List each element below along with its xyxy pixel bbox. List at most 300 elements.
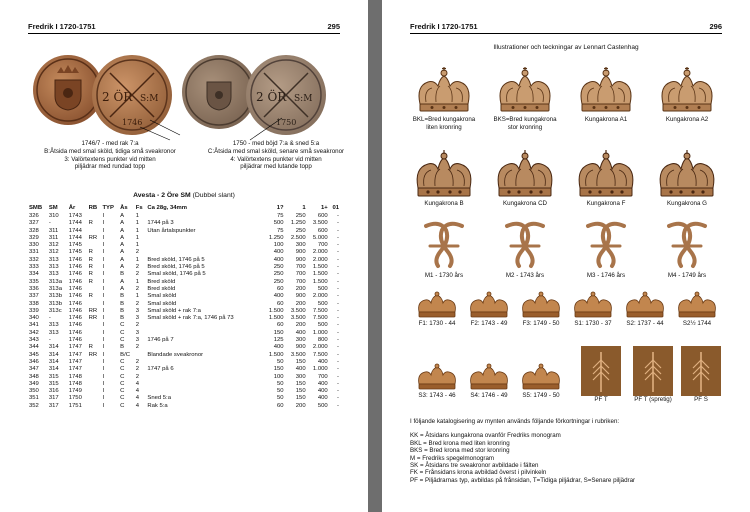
table-cell: I <box>102 337 105 344</box>
table-cell: 250 <box>273 271 284 278</box>
table-cell: R <box>88 293 93 300</box>
crown-a2: Kungakrona A2 <box>647 64 727 124</box>
table-cell: B <box>120 344 125 351</box>
monogram-m1: M1 - 1730 års <box>404 218 484 280</box>
crown-icon <box>415 362 459 392</box>
table-cell: Blandade sveakronor <box>147 351 204 358</box>
table-cell: Rak 5:a <box>147 402 168 409</box>
table-cell: 600 <box>317 213 328 219</box>
small-crown-s1: S1: 1730 - 37 <box>568 290 618 328</box>
monogram-m2: M2 - 1743 års <box>485 218 565 280</box>
table-cell: 900 <box>295 344 306 351</box>
monogram-m3: M3 - 1746 års <box>566 218 646 280</box>
table-cell: I <box>102 366 105 373</box>
table-cell: R <box>88 271 93 278</box>
legend-item: BKL = Bred krona med liten kronring <box>410 439 510 447</box>
table-cell: R <box>88 220 93 227</box>
crown-f: Kungakrona F <box>566 148 646 208</box>
table-cell: Bred sköld, 1746 på 5 <box>147 256 205 263</box>
crown-icon <box>467 290 511 320</box>
arrow-feather-icon <box>633 346 673 396</box>
table-cell: 313 <box>48 322 59 329</box>
table-cell: RR <box>88 351 98 358</box>
table-cell: 313c <box>48 307 62 314</box>
table-cell: 4 <box>135 402 139 409</box>
table-cell: 332 <box>29 256 39 263</box>
table-cell: - <box>337 234 339 241</box>
table-cell: 1.250 <box>268 234 284 241</box>
table-cell: I <box>102 315 105 322</box>
table-cell: A <box>120 285 125 292</box>
table-cell: 352 <box>29 402 39 409</box>
table-cell: 7.500 <box>312 307 328 314</box>
coin-mint-mark: S:M <box>294 94 313 104</box>
crown-icon <box>623 290 667 320</box>
table-cell: 75 <box>277 213 284 219</box>
table-cell: 316 <box>48 388 59 395</box>
table-cell: 1.000 <box>312 329 328 336</box>
table-cell <box>88 322 102 329</box>
table-cell: R <box>88 264 93 271</box>
table-cell: 336 <box>29 285 39 292</box>
table-cell: 1746 <box>68 271 82 278</box>
table-row <box>28 322 340 329</box>
table-row <box>28 249 340 256</box>
table-cell <box>146 344 262 351</box>
table-cell: 500 <box>317 285 328 292</box>
table-cell: 400 <box>295 366 306 373</box>
table-cell: 349 <box>29 380 39 387</box>
table-cell: 1746 på 7 <box>147 337 174 344</box>
crown-icon <box>412 64 476 116</box>
table-cell: 50 <box>277 358 284 365</box>
table-cell <box>146 381 262 388</box>
table-cell: - <box>337 264 339 271</box>
coin-caption-left: 1746/7 - med rak 7:a B:Åtsida med smal sköld, tidiga små sveakronor 3: Valörtextens punkter vid mitten piljädrar med rundad topp <box>44 140 176 171</box>
table-cell: - <box>337 315 339 322</box>
illustration-credit: Illustrationer och teckningar av Lennart Castenhag <box>493 44 639 51</box>
table-cell <box>146 374 262 381</box>
table-cell <box>88 395 102 402</box>
table-row <box>28 235 340 242</box>
table-cell: C <box>120 402 125 409</box>
arrow-feather-pf-t: PF T <box>578 346 624 404</box>
coin-year: 1750 <box>276 118 297 127</box>
table-cell: 1746 <box>68 315 82 322</box>
monogram-m4: M4 - 1749 års <box>647 218 727 280</box>
table-cell: B <box>120 307 125 314</box>
table-cell: 1746 <box>68 300 82 307</box>
table-cell: B <box>120 300 125 307</box>
table-cell: - <box>337 344 339 351</box>
table-cell: 1746 <box>68 322 82 329</box>
table-cell: - <box>337 388 339 395</box>
table-cell: 314 <box>48 358 59 365</box>
small-crown-f1: F1: 1730 - 44 <box>412 290 462 328</box>
table-cell: 334 <box>29 271 39 278</box>
table-cell: B <box>120 315 125 322</box>
table-row <box>28 279 340 286</box>
table-cell <box>88 213 102 220</box>
table-cell: 150 <box>295 358 306 365</box>
table-cell: RR <box>88 307 98 314</box>
table-cell: 50 <box>277 388 284 395</box>
table-cell: 100 <box>273 373 284 380</box>
table-cell: - <box>337 285 339 292</box>
table-cell: I <box>102 402 105 409</box>
table-cell <box>146 235 262 242</box>
table-cell: C <box>120 373 125 380</box>
page-header-right <box>410 22 722 34</box>
table-cell: 1746 <box>68 307 82 314</box>
table-cell: 313 <box>48 256 59 263</box>
table-cell: I <box>102 242 105 249</box>
table-cell: 125 <box>273 337 284 344</box>
table-cell: 4 <box>135 380 139 387</box>
table-cell: 1743 <box>68 213 82 219</box>
table-cell: 300 <box>295 242 306 249</box>
table-cell: 200 <box>295 285 306 292</box>
table-cell: 1747 <box>68 351 82 358</box>
table-cell: C <box>120 380 125 387</box>
legend-item: KK = Åtsidans kungakrona ovanför Fredriks monogram <box>410 432 561 440</box>
table-cell: Smal sköld <box>147 300 177 307</box>
table-row <box>28 228 340 235</box>
table-cell: 344 <box>29 344 39 351</box>
table-cell: 317 <box>48 402 59 409</box>
table-cell: 7.500 <box>312 315 328 322</box>
column-header: Ås <box>120 204 128 211</box>
table-cell: 314 <box>48 351 59 358</box>
crown-icon <box>493 148 557 200</box>
table-cell: 3.500 <box>290 307 306 314</box>
table-cell: 300 <box>295 337 306 344</box>
table-cell: 1744 <box>68 227 82 234</box>
table-cell: 1746 <box>68 337 82 344</box>
table-cell: C <box>120 358 125 365</box>
table-cell: 339 <box>29 307 39 314</box>
table-cell: 313a <box>48 278 62 285</box>
table-cell: 1747 <box>68 344 82 351</box>
table-cell: 345 <box>29 351 39 358</box>
table-cell: - <box>337 366 339 373</box>
table-cell <box>88 388 102 395</box>
column-header: TYP <box>102 204 114 211</box>
table-cell: 342 <box>29 329 39 336</box>
table-cell: 600 <box>317 227 328 234</box>
table-cell: 1.500 <box>312 271 328 278</box>
table-cell: 400 <box>273 293 284 300</box>
table-cell: C <box>120 388 125 395</box>
table-cell: 4 <box>135 388 139 395</box>
table-row <box>28 403 340 410</box>
table-cell: I <box>102 344 105 351</box>
table-cell: 250 <box>295 213 306 219</box>
table-cell: 1746 <box>68 293 82 300</box>
table-cell: 2 <box>135 322 139 329</box>
table-cell: A <box>120 234 125 241</box>
table-cell: 3 <box>135 307 139 314</box>
table-cell: 200 <box>295 300 306 307</box>
table-cell: 2 <box>135 264 139 271</box>
table-cell: 311 <box>48 227 59 234</box>
table-cell: - <box>337 337 339 344</box>
table-cell: - <box>337 249 339 256</box>
table-cell: - <box>337 256 339 263</box>
table-cell: 800 <box>317 337 328 344</box>
table-cell: - <box>337 300 339 307</box>
table-cell: R <box>88 256 93 263</box>
table-cell: Smal sköld, 1746 på 5 <box>147 271 206 278</box>
table-cell: 1.500 <box>312 264 328 271</box>
table-cell: 326 <box>29 213 39 219</box>
table-cell: 1746 <box>68 278 82 285</box>
table-cell: 400 <box>295 329 306 336</box>
table-cell: RR <box>88 315 98 322</box>
table-cell: 1747 på 6 <box>147 366 174 373</box>
table-cell <box>88 330 102 337</box>
table-cell: 1 <box>135 227 139 234</box>
table-row <box>28 257 340 264</box>
table-cell: 500 <box>273 220 284 227</box>
table-cell: Bred sköld <box>147 278 176 285</box>
table-cell: 900 <box>295 249 306 256</box>
legend-item: PF = Piljädrarnas typ, avbildas på frånsidan, T=Tidiga piljädrar, S=Senare piljädrar <box>410 476 636 484</box>
table-cell: 7.500 <box>312 351 328 358</box>
monogram-icon <box>578 218 634 272</box>
table-cell: 4 <box>135 395 139 402</box>
table-cell: I <box>102 278 105 285</box>
table-cell: 400 <box>273 249 284 256</box>
table-cell: 328 <box>29 227 39 234</box>
table-cell: I <box>102 293 105 300</box>
table-cell <box>88 228 102 235</box>
column-header: 1? <box>276 204 284 211</box>
table-cell: 2.000 <box>312 293 328 300</box>
table-cell: - <box>48 337 51 344</box>
table-cell: 150 <box>295 380 306 387</box>
table-cell: - <box>337 307 339 314</box>
table-cell: I <box>102 373 105 380</box>
coin-caption-right: 1750 - med böjd 7:a & sned 5:a C:Åtsida med smal sköld, senare små sveakronor 4: Valörtextens punkter vid mitten piljädrar med lutande topp <box>207 140 345 171</box>
table-cell: 346 <box>29 358 39 365</box>
table-cell: 313 <box>48 271 59 278</box>
table-cell: I <box>102 249 105 256</box>
table-cell: 400 <box>317 380 328 387</box>
table-cell: 317 <box>48 395 59 402</box>
table-cell: B <box>120 271 125 278</box>
table-cell: I <box>102 358 105 365</box>
crown-icon <box>571 290 615 320</box>
table-header-row <box>28 204 340 213</box>
table-cell: 333 <box>29 264 39 271</box>
table-cell: 250 <box>295 227 306 234</box>
table-cell: C <box>120 322 125 329</box>
table-cell: 1744 på 3 <box>147 220 174 227</box>
table-cell: 1751 <box>68 402 82 409</box>
table-cell: 150 <box>273 329 284 336</box>
table-row <box>28 352 340 359</box>
table-cell: 315 <box>48 380 59 387</box>
table-cell: 1749 <box>68 388 82 395</box>
table-cell: 1.000 <box>312 366 328 373</box>
column-header: RB <box>88 204 98 211</box>
table-cell: 1 <box>135 278 139 285</box>
legend-item: SK = Åtsidans tre sveakronor avbildade i fälten <box>410 462 539 470</box>
table-cell: 313b <box>48 300 62 307</box>
table-cell: A <box>120 249 125 256</box>
table-row <box>28 366 340 373</box>
table-row <box>28 330 340 337</box>
table-cell <box>88 286 102 293</box>
table-cell: 2.000 <box>312 256 328 263</box>
table-cell: 1746 <box>68 329 82 336</box>
table-cell: 1747 <box>68 366 82 373</box>
table-cell: Smal sköld <box>147 293 177 300</box>
table-cell: - <box>48 315 51 322</box>
table-cell: I <box>102 322 105 329</box>
table-cell: 700 <box>295 271 306 278</box>
table-cell: 340 <box>29 315 39 322</box>
table-cell: R <box>88 278 93 285</box>
table-row <box>28 220 340 227</box>
table-cell: 900 <box>295 293 306 300</box>
table-cell: 351 <box>29 395 39 402</box>
small-crown-s2-half: S2½ 1744 <box>672 290 722 328</box>
table-cell <box>88 359 102 366</box>
table-cell: 348 <box>29 373 39 380</box>
table-cell: 335 <box>29 278 39 285</box>
table-cell: 60 <box>277 322 284 329</box>
crown-bkl: BKL=Bred kungakrona liten kronring <box>404 64 484 131</box>
table-cell: 700 <box>295 264 306 271</box>
coin-denomination: 2 ÖR <box>256 90 287 104</box>
table-cell: 60 <box>277 300 284 307</box>
table-cell: 250 <box>273 278 284 285</box>
table-cell: 1 <box>135 220 139 227</box>
table-row <box>28 388 340 395</box>
crown-icon <box>415 290 459 320</box>
table-cell: 1744 <box>68 220 82 227</box>
table-cell: I <box>102 395 105 402</box>
table-row <box>28 242 340 249</box>
monogram-icon <box>497 218 553 272</box>
table-cell: - <box>337 293 339 300</box>
table-cell: 2.500 <box>290 234 306 241</box>
table-cell: I <box>102 234 105 241</box>
table-cell <box>146 330 262 337</box>
table-cell <box>88 403 102 410</box>
small-crown-s3: S3: 1743 - 46 <box>412 362 462 400</box>
table-cell: 313 <box>48 329 59 336</box>
table-cell: 400 <box>317 358 328 365</box>
page-header-title: Fredrik I 1720-1751 <box>410 22 478 31</box>
table-cell: - <box>337 329 339 336</box>
table-cell: 329 <box>29 234 39 241</box>
table-cell: 3 <box>135 315 139 322</box>
table-cell: - <box>337 322 339 329</box>
table-cell: 3.500 <box>290 351 306 358</box>
table-cell: 3 <box>135 337 139 344</box>
table-cell: A <box>120 256 125 263</box>
table-cell: - <box>337 351 339 358</box>
small-crown-s2: S2: 1737 - 44 <box>620 290 670 328</box>
arrow-feather-pf-t-spretig: PF T (spretig) <box>626 346 680 404</box>
legend-item: M = Fredriks spegelmonogram <box>410 454 495 462</box>
table-cell: 60 <box>277 285 284 292</box>
coin-year: 1746 <box>122 118 143 127</box>
table-cell: 150 <box>273 366 284 373</box>
table-cell: - <box>337 395 339 402</box>
table-cell: C <box>120 329 125 336</box>
table-row <box>28 286 340 293</box>
table-cell: 700 <box>317 373 328 380</box>
table-cell <box>88 374 102 381</box>
small-crown-s4: S4: 1746 - 49 <box>464 362 514 400</box>
table-cell: - <box>337 358 339 365</box>
column-header: SMB <box>29 204 43 211</box>
table-cell: I <box>102 227 105 234</box>
legend-item: FK = Frånsidans krona avbildad överst i pilvinkeln <box>410 469 547 477</box>
table-cell: I <box>102 351 105 358</box>
table-cell <box>146 388 262 395</box>
page-number: 295 <box>327 22 340 31</box>
table-cell: I <box>102 307 105 314</box>
crown-icon <box>467 362 511 392</box>
table-cell: R <box>88 249 93 256</box>
table-cell: 3.500 <box>290 315 306 322</box>
table-cell: 2 <box>135 344 139 351</box>
table-row <box>28 301 340 308</box>
table-cell: C <box>120 337 125 344</box>
table-cell: 2 <box>135 249 139 256</box>
coin-denomination: 2 ÖR <box>102 90 133 104</box>
table-cell <box>146 322 262 329</box>
table-cell: A <box>120 220 125 227</box>
arrow-feather-icon <box>581 346 621 396</box>
table-cell: 1 <box>135 293 139 300</box>
table-cell: - <box>337 227 339 234</box>
table-cell: I <box>102 220 105 227</box>
table-cell: 350 <box>29 388 39 395</box>
table-cell: - <box>48 220 51 227</box>
table-cell: 400 <box>273 344 284 351</box>
table-cell: 2.000 <box>312 249 328 256</box>
table-title: Avesta - 2 Öre SM (Dubbel slant) <box>133 192 235 199</box>
table-cell: 300 <box>295 373 306 380</box>
table-cell: 50 <box>277 380 284 387</box>
table-cell: R <box>88 344 93 351</box>
table-cell: - <box>337 220 339 227</box>
table-cell: 1747 <box>68 358 82 365</box>
small-crown-f2: F2: 1743 - 49 <box>464 290 514 328</box>
table-cell: 1.500 <box>268 315 284 322</box>
table-cell: - <box>337 402 339 409</box>
monogram-icon <box>659 218 715 272</box>
table-cell: 2.000 <box>312 344 328 351</box>
column-header: 1 <box>302 204 306 211</box>
table-cell: I <box>102 271 105 278</box>
table-cell: 3 <box>135 329 139 336</box>
table-cell: 347 <box>29 366 39 373</box>
table-cell: Sned 5:a <box>147 395 171 402</box>
table-cell: 1746 <box>68 285 82 292</box>
table-cell: 2 <box>135 366 139 373</box>
table-cell: I <box>102 380 105 387</box>
page-number: 296 <box>709 22 722 31</box>
table-cell: A <box>120 264 125 271</box>
table-cell: 310 <box>48 213 59 219</box>
